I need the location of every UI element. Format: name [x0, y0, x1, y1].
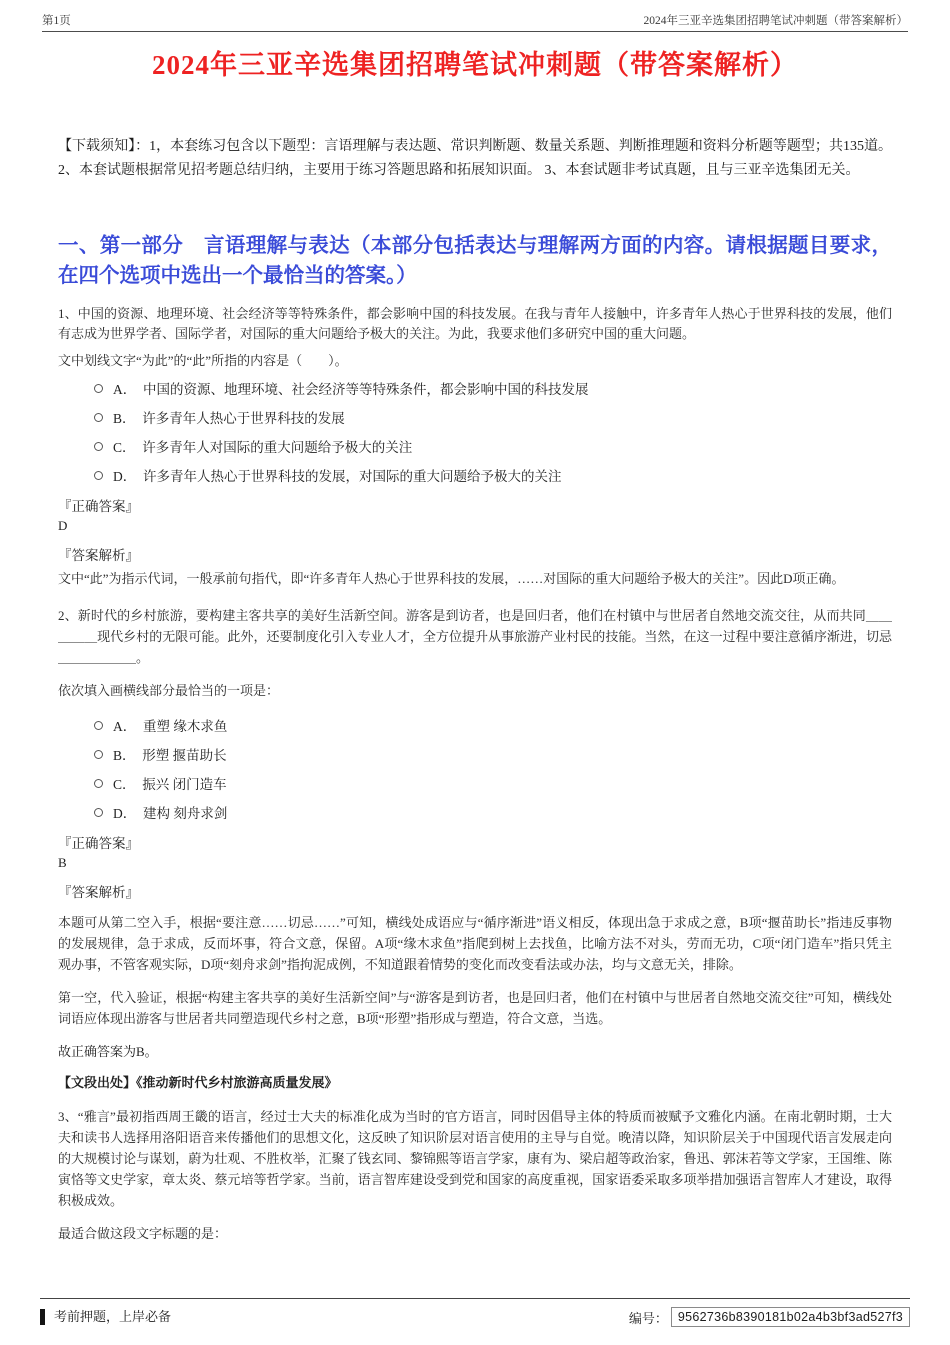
option-label-b: B． 许多青年人热心于世界科技的发展 [113, 411, 345, 427]
answer-analysis-label: 『答案解析』 [58, 885, 139, 901]
header-divider [42, 31, 908, 32]
question-3-stem: 3、“雅言”最初指西周王畿的语言，经过士大夫的标准化成为当时的官方语言，同时因倡导主体的特质而被赋予文雅化内涵。在南北朝时期，士大夫和读书人选择用洛阳语音来传播他们的思想文化，这反映了知识阶层对语言使用的主导与自觉。晚清以降，知识阶层关于中国现代语言发展走向的大规模讨论与谋划，蔚为壮观、不胜枚举，汇聚了钱玄同、黎锦熙等语言学家，康有为、梁启超等政治家，鲁迅、郭沫若等文学家，王国维、陈寅恪等文史学家，章太炎、蔡元培等哲学家。当前，语言智库建设受到党和国家的高度重视，国家语委采取多项举措加强语言智库人才建设，取得积极成效。 [58, 1109, 892, 1208]
download-notice: 【下载须知】：1，本套练习包含以下题型：言语理解与表达题、常识判断题、数量关系题、判断推理题和资料分析题等题型；共135道。2、本套试题根据常见招考题总结归纳，主要用于练习答题思路和拓展知识面。 3、本套试题非考试真题，且与三亚辛选集团无关。 [58, 139, 892, 178]
answer-analysis-text: 文中“此”为指示代词，一般承前句指代，即“许多青年人热心于世界科技的发展，……对国际的重大问题给予极大的关注”。因此D项正确。 [58, 571, 845, 587]
question-2-prompt: 依次填入画横线部分最恰当的一项是： [58, 683, 280, 699]
question-1-options [94, 378, 892, 485]
radio-button-icon[interactable] [94, 471, 103, 480]
document-title: 2024年三亚辛选集团招聘笔试冲刺题（带答案解析） [152, 50, 798, 80]
question-1-prompt: 文中划线文字“为此”的“此”所指的内容是（ ）。 [58, 353, 348, 369]
option-row-d[interactable] [94, 802, 892, 822]
radio-button-icon[interactable] [94, 384, 103, 393]
option-row-d[interactable] [94, 465, 892, 485]
option-label-b: B． 形塑 揠苗助长 [113, 748, 227, 764]
option-label-c: C． 许多青年人对国际的重大问题给予极大的关注 [113, 440, 413, 456]
question-3 [58, 1107, 892, 1242]
code-value: 9562736b8390181b02a4b3bf3ad527f3 [671, 1307, 910, 1327]
section-heading: 一、第一部分 言语理解与表达（本部分包括表达与理解两方面的内容。请根据题目要求，在四个选项中选出一个最恰当的答案。） [58, 235, 892, 287]
page-header [42, 12, 908, 28]
correct-answer-value: D [58, 518, 68, 534]
answer-conclusion: 故正确答案为B。 [58, 1044, 158, 1060]
code-label: 编号： [628, 1310, 668, 1326]
footer-divider [40, 1298, 910, 1299]
question-2-options [94, 715, 892, 822]
option-row-a[interactable] [94, 715, 892, 735]
correct-answer-label: 『正确答案』 [58, 836, 139, 852]
option-row-b[interactable] [94, 407, 892, 427]
option-label-d: D． 建构 刻舟求剑 [113, 806, 228, 822]
option-label-a: A． 重塑 缘木求鱼 [113, 719, 228, 735]
question-2 [58, 606, 892, 1091]
question-2-stem: 2、新时代的乡村旅游，要构建主客共享的美好生活新空间。游客是到访者，也是回归者，他们在村镇中与世居者自然地交流交往，从而共同＿＿＿＿＿现代乡村的无限可能。此外，还要制度化引入专业人才，全方位提升从事旅游产业村民的技能。当然，在这一过程中要注意循序渐进，切忌＿＿＿＿＿＿。 [58, 608, 892, 665]
question-3-prompt: 最适合做这段文字标题的是： [58, 1226, 228, 1242]
option-row-b[interactable] [94, 744, 892, 764]
option-label-a: A． 中国的资源、地理环境、社会经济等等特殊条件，都会影响中国的科技发展 [113, 382, 589, 398]
correct-answer-value: B [58, 855, 67, 871]
page-footer [0, 1289, 950, 1345]
question-1-stem: 1、中国的资源、地理环境、社会经济等等特殊条件，都会影响中国的科技发展。在我与青年人接触中，许多青年人热心于世界科技的发展，他们有志成为世界学者、国际学者，对国际的重大问题给予极大的关注。为此，我要求他们多研究中国的重大问题。 [58, 305, 892, 342]
radio-button-icon[interactable] [94, 779, 103, 788]
option-row-c[interactable] [94, 436, 892, 456]
header-doc-title: 2024年三亚辛选集团招聘笔试冲刺题（带答案解析） [643, 15, 908, 27]
option-label-c: C． 振兴 闭门造车 [113, 777, 227, 793]
question-1 [58, 304, 892, 590]
answer-analysis-paragraph-2: 第一空，代入验证，根据“构建主客共享的美好生活新空间”与“游客是到访者，也是回归者，他们在村镇中与世居者自然地交流交往”可知，横线处词语应体现出游客与世居者共同塑造现代乡村之意，B项“形塑”指形成与塑造，符合文意，当选。 [58, 989, 892, 1026]
passage-source: 【文段出处】《推动新时代乡村旅游高质量发展》 [58, 1075, 338, 1091]
correct-answer-label: 『正确答案』 [58, 499, 139, 515]
page-number: 第1页 [42, 15, 71, 27]
document-code [629, 1307, 910, 1327]
option-row-a[interactable] [94, 378, 892, 398]
answer-analysis-label: 『答案解析』 [58, 548, 139, 564]
radio-button-icon[interactable] [94, 750, 103, 759]
radio-button-icon[interactable] [94, 413, 103, 422]
radio-button-icon[interactable] [94, 808, 103, 817]
footer-slogan: 考前押题，上岸必备 [40, 1309, 171, 1326]
option-label-d: D． 许多青年人热心于世界科技的发展，对国际的重大问题给予极大的关注 [113, 469, 562, 485]
radio-button-icon[interactable] [94, 442, 103, 451]
radio-button-icon[interactable] [94, 721, 103, 730]
answer-analysis-paragraph-1: 本题可从第二空入手，根据“要注意……切忌……”可知，横线处成语应与“循序渐进”语义相反，体现出急于求成之意，B项“揠苗助长”指违反事物的发展规律，急于求成，反而坏事，符合文意，保留。A项“缘木求鱼”指爬到树上去找鱼，比喻方法不对头，劳而无功，C项“闭门造车”指只凭主观办事，不管客观实际，D项“刻舟求剑”指拘泥成例，不知道跟着情势的变化而改变看法或办法，均与文意无关，排除。 [58, 915, 892, 972]
option-row-c[interactable] [94, 773, 892, 793]
